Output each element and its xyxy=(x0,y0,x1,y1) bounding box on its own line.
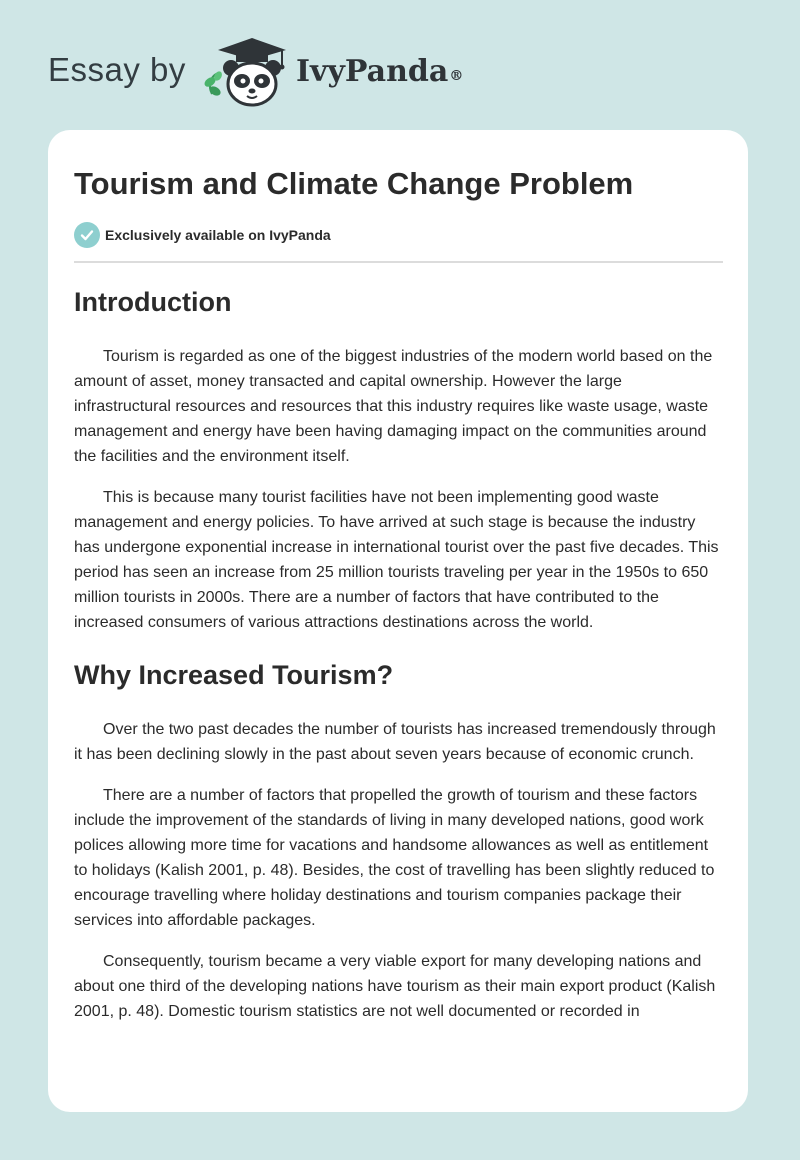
panda-graduate-icon[interactable] xyxy=(198,36,292,108)
registered-mark: ® xyxy=(449,68,464,84)
essay-card xyxy=(48,130,748,1112)
section-heading-why-increased-tourism: Why Increased Tourism? xyxy=(74,660,394,690)
page-title: Tourism and Climate Change Problem xyxy=(74,166,634,201)
paragraph: Over the two past decades the number of tourists has increased tremendously through it has been declining slowly in the past about seven years because of economic crunch. xyxy=(74,721,716,763)
exclusive-badge-label: Exclusively available on IvyPanda xyxy=(105,227,331,243)
article-body xyxy=(74,280,723,1040)
site-header xyxy=(0,0,800,130)
paragraph: There are a number of factors that propelled the growth of tourism and these factors include the improvement of the standards of living in many developed nations, good work polices allowing more time for vacations and handsome allowances as well as entitlement to holidays (Kalish 2001, p. 48). Besides, the cost of travelling has been slightly reduced to encourage travelling where holiday destinations and tourism companies package their services into affordable packages. xyxy=(74,787,715,929)
essay-by-label: Essay by xyxy=(48,51,186,88)
brand-name: IvyPanda xyxy=(296,54,449,89)
title-divider xyxy=(74,261,723,263)
brand-logo-text[interactable] xyxy=(296,52,463,92)
exclusive-badge xyxy=(74,222,331,248)
paragraph: Consequently, tourism became a very viable export for many developing nations and about one third of the developing nations have tourism as their main export product (Kalish 2001, p. 48). Domestic tourism statistics are not well documented or recorded in xyxy=(74,953,716,1020)
paragraph: This is because many tourist facilities have not been implementing good waste management and energy policies. To have arrived at such stage is because the industry has undergone exponential increase in international tourist over the past five decades. This period has seen an increase from 25 million tourists traveling per year in the 1950s to 650 million tourists in 2000s. There are a number of factors that have contributed to the increased consumers of various attractions destinations across the world. xyxy=(74,489,719,631)
check-icon xyxy=(74,222,100,248)
section-heading-introduction: Introduction xyxy=(74,287,232,317)
paragraph: Tourism is regarded as one of the biggest industries of the modern world based on the amount of asset, money transacted and capital ownership. However the large infrastructural resources and resources that this industry requires like waste usage, waste management and energy have been having damaging impact on the communities around the facilities and the environment itself. xyxy=(74,348,713,465)
